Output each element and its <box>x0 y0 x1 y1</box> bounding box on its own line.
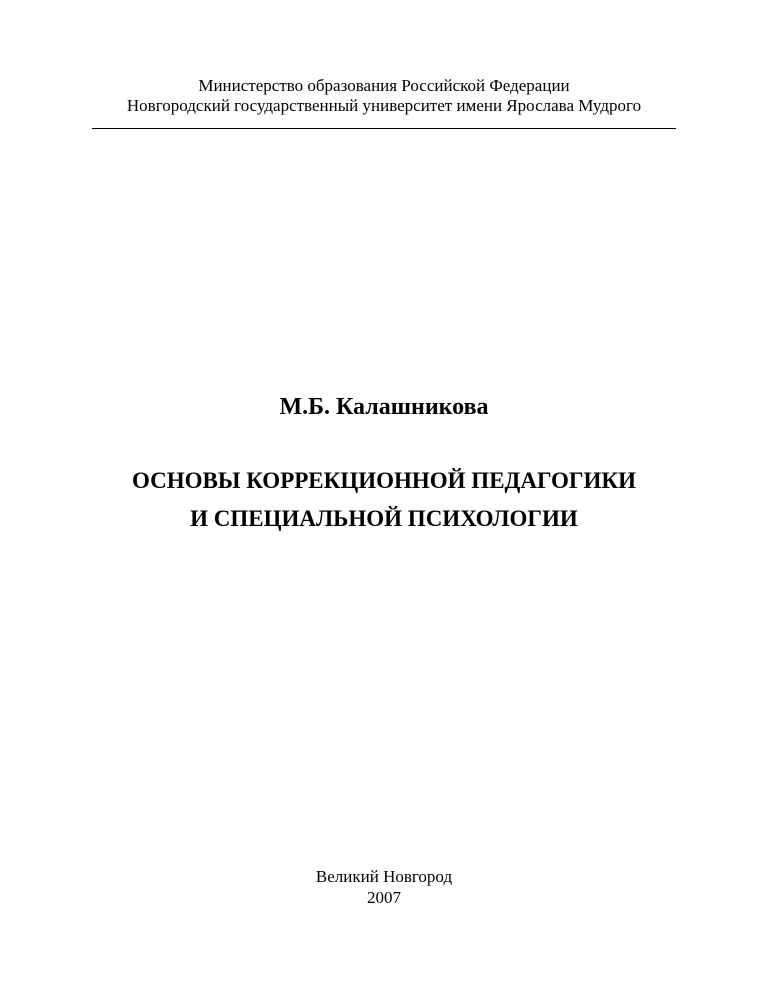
publication-year: 2007 <box>367 888 401 907</box>
publication-info <box>0 866 768 908</box>
publication-city: Великий Новгород <box>315 867 453 886</box>
institution-header <box>0 76 768 116</box>
author-name: М.Б. Калашникова <box>279 394 489 420</box>
header-divider <box>92 128 676 129</box>
book-title-line-2: И СПЕЦИАЛЬНОЙ ПСИХОЛОГИИ <box>190 506 578 531</box>
university-name: Новгородский государственный университет имени Ярослава Мудрого <box>126 96 642 115</box>
ministry-name: Министерство образования Российской Федерации <box>198 76 570 95</box>
book-title <box>0 462 768 538</box>
book-title-line-1: ОСНОВЫ КОРРЕКЦИОННОЙ ПЕДАГОГИКИ <box>131 468 637 493</box>
